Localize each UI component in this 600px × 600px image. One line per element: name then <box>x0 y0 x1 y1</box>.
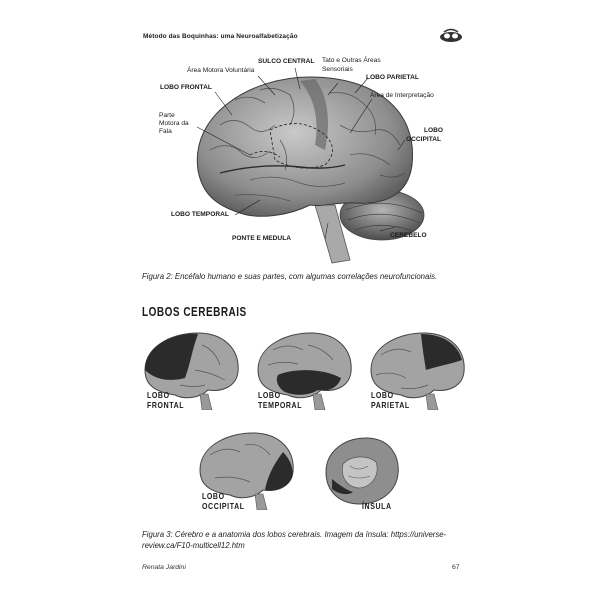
figure3-caption-line2: review.ca/F10-multicell12.htm <box>142 541 245 550</box>
lobe-label-parietal-line2: PARIETAL <box>371 402 410 411</box>
lobe-label-frontal-line2: FRONTAL <box>147 402 185 411</box>
label-parte-line3: Fala <box>159 128 172 135</box>
lobe-label-parietal-line1: LOBO <box>371 392 394 401</box>
lobe-label-frontal-line1: LOBO <box>147 392 170 401</box>
label-cerebelo: CEREBELO <box>390 232 427 239</box>
footer-page-number: 67 <box>452 564 460 571</box>
label-tato-line1: Tato e Outras Áreas <box>322 57 381 64</box>
brain-insula-illustration <box>318 434 403 512</box>
label-parte-line1: Parte <box>159 112 175 119</box>
publisher-logo <box>438 28 464 44</box>
label-lobo-frontal: LOBO FRONTAL <box>160 84 212 91</box>
figure3-caption-line1: Figura 3: Cérebro e a anatomia dos lobos cerebrais. Imagem da ínsula: https://universe- <box>142 530 447 539</box>
label-parte-line2: Motora da <box>159 120 189 127</box>
label-lobo-temporal: LOBO TEMPORAL <box>171 211 229 218</box>
lobe-label-temporal-line1: LOBO <box>258 392 281 401</box>
lobe-label-temporal-line2: TEMPORAL <box>258 402 303 411</box>
label-lobo-occipital-line1: LOBO <box>424 127 444 134</box>
figure2-caption: Figura 2: Encéfalo humano e suas partes, com algumas correlações neurofuncionais. <box>142 272 438 281</box>
label-area-motora: Área Motora Voluntária <box>187 67 255 74</box>
label-tato-line2: Sensoriais <box>322 66 353 73</box>
label-lobo-occipital-line2: OCCIPITAL <box>406 136 442 143</box>
label-ponte-medula: PONTE E MEDULA <box>232 235 291 242</box>
lobe-label-occipital-line2: OCCIPITAL <box>202 503 245 512</box>
footer-author: Renata Jardini <box>142 564 186 571</box>
lobe-label-insula: ÍNSULA <box>362 503 392 512</box>
section-title: LOBOS CEREBRAIS <box>142 306 247 320</box>
label-lobo-parietal: LOBO PARIETAL <box>366 74 419 81</box>
label-area-interpretacao: Área de Interpretação <box>370 92 434 99</box>
lobe-label-occipital-line1: LOBO <box>202 493 225 502</box>
page-header-title: Método das Boquinhas: uma Neuroalfabetização <box>143 33 298 40</box>
label-sulco-central: SULCO CENTRAL <box>258 58 315 65</box>
